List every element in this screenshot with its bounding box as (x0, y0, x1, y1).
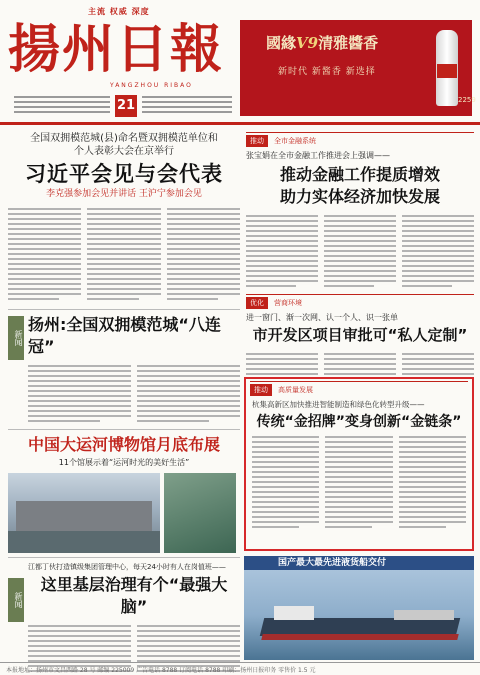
lead-kicker-1: 全国双拥模范城(县)命名暨双拥模范单位和 (30, 133, 218, 144)
newspaper-logo: 揚州日報 (8, 19, 225, 80)
story4-tag: 新闻 (8, 578, 24, 622)
finance-body-text (246, 212, 474, 290)
highlighted-story: 推动 高质量发展 杭集高新区加快推进智能制造和绿色化转型升级—— 传统“金招牌”变身创新“金链条” (244, 377, 474, 551)
bottle-label (437, 64, 457, 78)
section-bar-business-env: 优化 营商环境 (246, 294, 474, 309)
page-footer: 本报地址：扬州市文昌西路 28 号 邮编 225009 广告电话 8788 订阅电话 8788 印刷：扬州日报印务 零售价 1.5 元 (0, 662, 480, 675)
masthead-pinyin: YANGZHOU RIBAO (110, 82, 193, 89)
finance-headline-1: 推动金融工作提质增效 (279, 165, 440, 184)
masthead-rule (0, 122, 480, 125)
ship-photo-block (244, 556, 474, 660)
story3-deck: 11个馆展示着“运河时光的美好生活” (58, 458, 190, 467)
story3-headline: 中国大运河博物馆月底布展 (27, 435, 220, 454)
highlight-body-text (252, 433, 466, 531)
approval-headline: 市开发区项目审批可“私人定制” (252, 326, 468, 344)
highlight-kicker: 杭集高新区加快推进智能制造和绿色化转型升级—— (252, 400, 425, 409)
story-governance (8, 557, 240, 675)
finance-kicker: 张宝娟在全市金融工作推进会上强调—— (246, 151, 390, 160)
section-bar-finance: 推动 全市金融系统 (246, 132, 474, 147)
story4-kicker: 江都丁伙打造镇级集团管理中心，每天24小时有人在岗值班—— (28, 563, 226, 571)
masthead (0, 0, 480, 122)
lead-headline: 习近平会见与会代表 (25, 162, 223, 186)
issue-date: 21 (115, 95, 137, 117)
story2-headline: 扬州:全国双拥模范城“八连冠” (28, 315, 221, 356)
lead-kicker-2: 个人表彰大会在京举行 (74, 146, 174, 157)
highlight-headline: 传统“金招牌”变身创新“金链条” (256, 414, 462, 430)
left-column (8, 128, 240, 675)
masthead-info-lines-2 (142, 96, 232, 116)
ad-tagline: 新时代 新酱香 新选择 (278, 67, 376, 77)
ship-photo-caption: 国产最大最先进液货船交付 (244, 556, 474, 570)
ship-photo (244, 570, 474, 660)
liquor-advertisement (240, 20, 476, 116)
museum-interior-photo (164, 473, 236, 553)
approval-kicker: 进一窗门、渐一次网、认一个人、识一张单 (246, 313, 398, 322)
lead-deck: 李克强参加会见并讲话 王沪宁参加会见 (46, 189, 202, 199)
section-tag: 推动 (246, 135, 268, 147)
story-tag: 新闻 (8, 316, 24, 360)
ad-price: 2259 (458, 96, 476, 104)
lead-body-text (8, 205, 240, 303)
museum-photo (8, 473, 160, 553)
masthead-slogan: 主流 权威 深度 (88, 7, 150, 16)
story4-headline: 这里基层治理有个“最强大脑” (40, 575, 228, 616)
masthead-info-lines (14, 96, 110, 116)
finance-headline-2: 助力实体经济加快发展 (279, 187, 440, 206)
highlight-section-tag: 推动 (250, 384, 272, 396)
story-double-support (8, 309, 240, 425)
story-canal-museum (8, 429, 240, 553)
ad-brand: 國緣V9清雅醬香 (266, 34, 379, 52)
